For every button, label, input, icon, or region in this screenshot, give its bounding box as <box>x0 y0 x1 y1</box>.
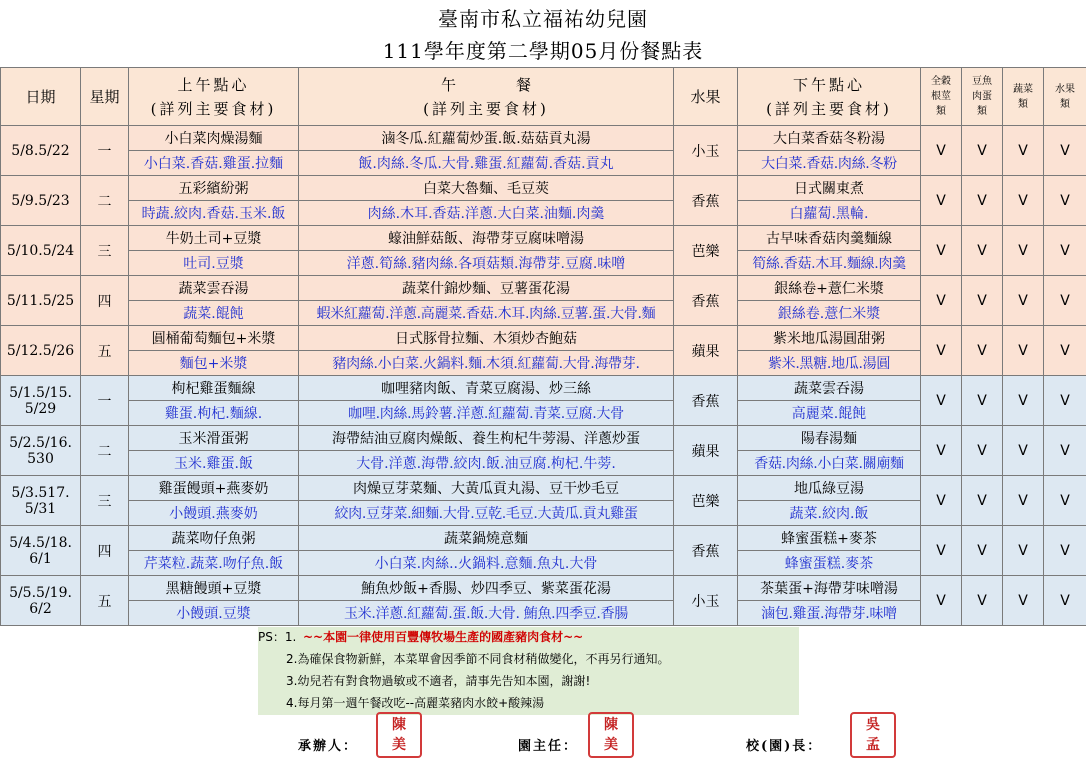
lunch-ingredients: 咖哩.肉絲.馬鈴薯.洋蔥.紅蘿蔔.青菜.豆腐.大骨 <box>299 401 674 426</box>
date-line-1: 5/3.517. <box>11 484 70 501</box>
director-label: 園主任： <box>518 739 579 754</box>
veg-check: V <box>1003 176 1044 226</box>
date-cell <box>1 576 81 626</box>
afternoon-snack: 古早味香菇肉羹麵線 <box>738 226 921 251</box>
notes-line-4: 4.每月第一週午餐改吃--高麗菜豬肉水餃+酸辣湯 <box>286 696 545 710</box>
fruit-check: V <box>1044 476 1086 526</box>
protein-check: V <box>962 126 1003 176</box>
morning-snack: 蔬菜吻仔魚粥 <box>129 526 299 551</box>
veg-check: V <box>1003 576 1044 626</box>
fruit-cell: 香蕉 <box>674 276 738 326</box>
principal-stamp: 吳 孟 <box>850 712 896 758</box>
date-line-1: 5/4.5/18. <box>9 534 72 551</box>
morning-ingredients: 蔬菜.餛飩 <box>129 301 299 326</box>
morning-snack: 玉米滑蛋粥 <box>129 426 299 451</box>
fruit-cell: 蘋果 <box>674 326 738 376</box>
weekday-cell: 五 <box>81 576 129 626</box>
grain-check: V <box>921 376 962 426</box>
lunch-dish: 蠔油鮮菇飯、海帶芽豆腐味噌湯 <box>299 226 674 251</box>
afternoon-ingredients: 蜂蜜蛋糕.麥茶 <box>738 551 921 576</box>
afternoon-ingredients: 高麗菜.餛飩 <box>738 401 921 426</box>
afternoon-ingredients: 紫米.黑糖.地瓜.湯圓 <box>738 351 921 376</box>
date-cell: 5/8.5/22 <box>1 126 81 176</box>
afternoon-snack: 蔬菜雲吞湯 <box>738 376 921 401</box>
protein-check: V <box>962 326 1003 376</box>
date-cell: 5/9.5/23 <box>1 176 81 226</box>
grain-check: V <box>921 176 962 226</box>
veg-check: V <box>1003 476 1044 526</box>
morning-snack: 黑糖饅頭+豆漿 <box>129 576 299 601</box>
grain-check: V <box>921 326 962 376</box>
date-line-2: 6/2 <box>29 600 52 617</box>
header-day: 星期 <box>81 68 129 126</box>
weekday-cell: 一 <box>81 376 129 426</box>
weekday-cell: 五 <box>81 326 129 376</box>
table-row <box>1 376 1086 401</box>
header-morning: 上午點心 (詳列主要食材) <box>129 68 299 126</box>
lunch-ingredients: 大骨.洋蔥.海帶.絞肉.飯.油豆腐.枸杞.牛蒡. <box>299 451 674 476</box>
fruit-check: V <box>1044 376 1086 426</box>
header-fruit: 水果 <box>674 68 738 126</box>
morning-ingredients: 時蔬.絞肉.香菇.玉米.飯 <box>129 201 299 226</box>
lunch-dish: 肉燥豆芽菜麵、大黃瓜貢丸湯、豆干炒毛豆 <box>299 476 674 501</box>
lunch-dish: 海帶結油豆腐肉燥飯、養生枸杞牛蒡湯、洋蔥炒蛋 <box>299 426 674 451</box>
veg-check: V <box>1003 326 1044 376</box>
fruit-cell: 芭樂 <box>674 476 738 526</box>
date-cell: 5/11.5/25 <box>1 276 81 326</box>
fruit-check: V <box>1044 326 1086 376</box>
school-name: 臺南市私立福祐幼兒園 <box>438 7 648 31</box>
lunch-ingredients: 蝦米紅蘿蔔.洋蔥.高麗菜.香菇.木耳.肉絲.豆薯.蛋.大骨.麵 <box>299 301 674 326</box>
weekday-cell: 三 <box>81 476 129 526</box>
protein-check: V <box>962 276 1003 326</box>
lunch-dish: 白菜大魯麵、毛豆莢 <box>299 176 674 201</box>
grain-check: V <box>921 276 962 326</box>
lunch-ingredients: 小白菜.肉絲..火鍋料.意麵.魚丸.大骨 <box>299 551 674 576</box>
lunch-ingredients: 玉米.洋蔥.紅蘿蔔.蛋.飯.大骨. 鮪魚.四季豆.香腸 <box>299 601 674 626</box>
grain-check: V <box>921 126 962 176</box>
table-row <box>1 176 1086 201</box>
header-date: 日期 <box>1 68 81 126</box>
protein-check: V <box>962 426 1003 476</box>
protein-check: V <box>962 376 1003 426</box>
weekday-cell: 一 <box>81 126 129 176</box>
morning-ingredients: 小白菜.香菇.雞蛋.拉麵 <box>129 151 299 176</box>
morning-ingredients: 小饅頭.燕麥奶 <box>129 501 299 526</box>
veg-check: V <box>1003 376 1044 426</box>
morning-snack: 小白菜肉燥湯麵 <box>129 126 299 151</box>
date-cell <box>1 376 81 426</box>
morning-snack: 牛奶土司+豆漿 <box>129 226 299 251</box>
lunch-ingredients: 肉絲.木耳.香菇.洋蔥.大白菜.油麵.肉羹 <box>299 201 674 226</box>
veg-check: V <box>1003 226 1044 276</box>
date-cell <box>1 526 81 576</box>
afternoon-ingredients: 蔬菜.絞肉.飯 <box>738 501 921 526</box>
afternoon-snack: 紫米地瓜湯圓甜粥 <box>738 326 921 351</box>
notes-box <box>258 627 799 715</box>
date-cell: 5/10.5/24 <box>1 226 81 276</box>
lunch-dish: 蔬菜鍋燒意麵 <box>299 526 674 551</box>
morning-ingredients: 芹菜粒.蔬菜.吻仔魚.飯 <box>129 551 299 576</box>
date-line-2: 5/31 <box>24 500 57 517</box>
weekday-cell: 二 <box>81 176 129 226</box>
table-header <box>1 68 1086 126</box>
header-afternoon: 下午點心 (詳列主要食材) <box>738 68 921 126</box>
fruit-cell: 小玉 <box>674 576 738 626</box>
table-row <box>1 226 1086 251</box>
afternoon-ingredients: 銀絲卷.薏仁米漿 <box>738 301 921 326</box>
morning-snack: 圓桶葡萄麵包+米漿 <box>129 326 299 351</box>
notes-prefix: PS：1. <box>258 630 297 644</box>
veg-check: V <box>1003 526 1044 576</box>
afternoon-ingredients: 白蘿蔔.黑輪. <box>738 201 921 226</box>
fruit-check: V <box>1044 176 1086 226</box>
fruit-cell: 蘋果 <box>674 426 738 476</box>
morning-snack: 雞蛋饅頭+燕麥奶 <box>129 476 299 501</box>
table-row <box>1 526 1086 551</box>
afternoon-snack: 銀絲卷+薏仁米漿 <box>738 276 921 301</box>
lunch-dish: 滷冬瓜.紅蘿蔔炒蛋.飯.菇菇貢丸湯 <box>299 126 674 151</box>
weekday-cell: 二 <box>81 426 129 476</box>
date-cell: 5/12.5/26 <box>1 326 81 376</box>
table-row <box>1 326 1086 351</box>
protein-check: V <box>962 226 1003 276</box>
veg-check: V <box>1003 276 1044 326</box>
afternoon-snack: 蜂蜜蛋糕+麥茶 <box>738 526 921 551</box>
fruit-check: V <box>1044 576 1086 626</box>
fruit-check: V <box>1044 226 1086 276</box>
date-line-1: 5/5.5/19. <box>9 584 72 601</box>
date-line-2: 6/1 <box>29 550 52 567</box>
date-cell <box>1 426 81 476</box>
notes-line-1: ~~本園一律使用百豐傳牧場生產的國產豬肉食材~~ <box>303 630 584 644</box>
morning-snack: 五彩繽紛粥 <box>129 176 299 201</box>
lunch-dish: 蔬菜什錦炒麵、豆薯蛋花湯 <box>299 276 674 301</box>
afternoon-snack: 茶葉蛋+海帶芽味噌湯 <box>738 576 921 601</box>
header-protein: 豆魚 肉蛋 類 <box>962 68 1003 126</box>
fruit-cell: 香蕉 <box>674 176 738 226</box>
afternoon-ingredients: 滷包.雞蛋.海帶芽.味噌 <box>738 601 921 626</box>
lunch-ingredients: 絞肉.豆芽菜.細麵.大骨.豆乾.毛豆.大黃瓜.貢丸雞蛋 <box>299 501 674 526</box>
lunch-dish: 咖哩豬肉飯、青菜豆腐湯、炒三絲 <box>299 376 674 401</box>
director-stamp: 陳 美 <box>588 712 634 758</box>
menu-title: 111學年度第二學期05月份餐點表 <box>382 39 704 63</box>
table-row <box>1 426 1086 451</box>
menu-table <box>0 67 1086 626</box>
grain-check: V <box>921 526 962 576</box>
weekday-cell: 三 <box>81 226 129 276</box>
protein-check: V <box>962 476 1003 526</box>
fruit-check: V <box>1044 526 1086 576</box>
afternoon-snack: 地瓜綠豆湯 <box>738 476 921 501</box>
afternoon-ingredients: 香菇.肉絲.小白菜.關廟麵 <box>738 451 921 476</box>
lunch-dish: 鮪魚炒飯+香腸、炒四季豆、紫菜蛋花湯 <box>299 576 674 601</box>
protein-check: V <box>962 176 1003 226</box>
table-row <box>1 476 1086 501</box>
veg-check: V <box>1003 126 1044 176</box>
afternoon-ingredients: 大白菜.香菇.肉絲.冬粉 <box>738 151 921 176</box>
table-row <box>1 576 1086 601</box>
table-row <box>1 126 1086 151</box>
fruit-check: V <box>1044 126 1086 176</box>
grain-check: V <box>921 576 962 626</box>
date-line-1: 5/1.5/15. <box>9 384 72 401</box>
morning-ingredients: 小饅頭.豆漿 <box>129 601 299 626</box>
afternoon-snack: 陽春湯麵 <box>738 426 921 451</box>
date-line-2: 5/29 <box>24 400 57 417</box>
lunch-ingredients: 豬肉絲.小白菜.火鍋料.麵.木須.紅蘿蔔.大骨.海帶芽. <box>299 351 674 376</box>
grain-check: V <box>921 476 962 526</box>
weekday-cell: 四 <box>81 276 129 326</box>
fruit-cell: 香蕉 <box>674 376 738 426</box>
weekday-cell: 四 <box>81 526 129 576</box>
header-grain: 全穀 根莖 類 <box>921 68 962 126</box>
morning-ingredients: 吐司.豆漿 <box>129 251 299 276</box>
afternoon-ingredients: 筍絲.香菇.木耳.麵線.肉羹 <box>738 251 921 276</box>
header-fruit-category: 水果 類 <box>1044 68 1086 126</box>
fruit-check: V <box>1044 276 1086 326</box>
morning-ingredients: 玉米.雞蛋.飯 <box>129 451 299 476</box>
header-lunch: 午 餐 (詳列主要食材) <box>299 68 674 126</box>
date-line-1: 5/2.5/16. <box>9 434 72 451</box>
fruit-cell: 香蕉 <box>674 526 738 576</box>
date-cell <box>1 476 81 526</box>
lunch-dish: 日式豚骨拉麵、木須炒杏鮑菇 <box>299 326 674 351</box>
morning-ingredients: 雞蛋.枸杞.麵線. <box>129 401 299 426</box>
morning-snack: 蔬菜雲吞湯 <box>129 276 299 301</box>
morning-snack: 枸杞雞蛋麵線 <box>129 376 299 401</box>
header-veg: 蔬菜 類 <box>1003 68 1044 126</box>
fruit-check: V <box>1044 426 1086 476</box>
lunch-ingredients: 飯.肉絲.冬瓜.大骨.雞蛋.紅蘿蔔.香菇.貢丸 <box>299 151 674 176</box>
veg-check: V <box>1003 426 1044 476</box>
table-row <box>1 276 1086 301</box>
handler-label: 承辦人： <box>298 739 359 754</box>
notes-line-2: 2.為確保食物新鮮，本菜單會因季節不同食材稍做變化，不再另行通知。 <box>286 652 670 666</box>
notes-line-3: 3.幼兒若有對食物過敏或不適者，請事先告知本園，謝謝! <box>286 674 591 688</box>
afternoon-snack: 大白菜香菇冬粉湯 <box>738 126 921 151</box>
protein-check: V <box>962 576 1003 626</box>
fruit-cell: 小玉 <box>674 126 738 176</box>
principal-label: 校(園)長： <box>746 739 823 754</box>
lunch-ingredients: 洋蔥.筍絲.豬肉絲.各項菇類.海帶芽.豆腐.味噌 <box>299 251 674 276</box>
morning-ingredients: 麵包+米漿 <box>129 351 299 376</box>
grain-check: V <box>921 426 962 476</box>
grain-check: V <box>921 226 962 276</box>
afternoon-snack: 日式關東煮 <box>738 176 921 201</box>
date-line-2: 530 <box>27 450 54 467</box>
fruit-cell: 芭樂 <box>674 226 738 276</box>
protein-check: V <box>962 526 1003 576</box>
handler-stamp: 陳 美 <box>376 712 422 758</box>
